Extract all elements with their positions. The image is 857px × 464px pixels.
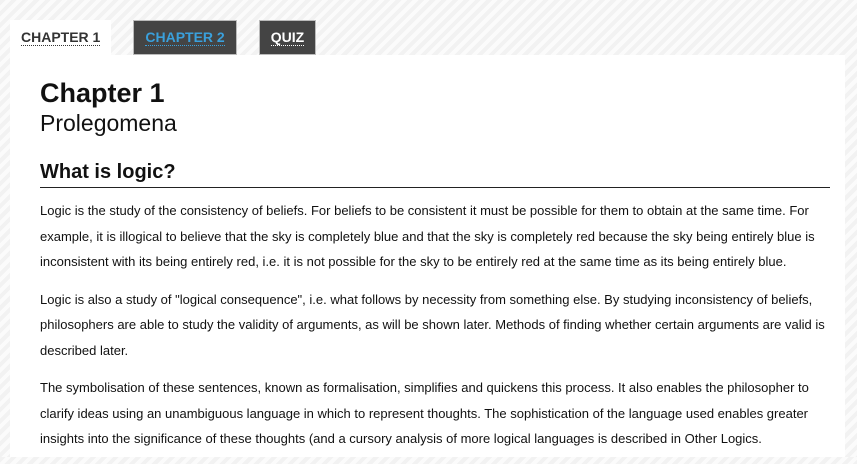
section-heading: What is logic? bbox=[40, 159, 830, 188]
page-subtitle: Prolegomena bbox=[40, 110, 177, 136]
paragraph: Logic is the study of the consistency of beliefs. For beliefs to be consistent it must be possible for them to obtain at the same time. For example, it is illogical to believe that the sky is completely blue and that the sky is completely red because the sky being entirely blue is inconsistent with its being entirely red, i.e. it is not possible for the sky to be entirely red at the same time as its being entirely blue. bbox=[40, 203, 815, 269]
paragraph: Logic is also a study of "logical consequence", i.e. what follows by necessity from something else. By studying inconsistency of beliefs, philosophers are able to study the validity of arguments, as will be shown later. Methods of finding whether certain arguments are valid is described later. bbox=[40, 291, 825, 358]
tab-quiz[interactable] bbox=[259, 20, 316, 55]
content-panel bbox=[10, 55, 845, 457]
tab-chapter-1[interactable] bbox=[10, 20, 111, 55]
tab-bar bbox=[10, 20, 338, 55]
tab-chapter-2[interactable] bbox=[133, 20, 236, 55]
chapter-content bbox=[40, 77, 830, 464]
paragraph: The symbolisation of these sentences, known as formalisation, simplifies and quickens this process. It also enables the philosopher to clarify ideas using an unambiguous language in which to represent thoughts. The sophistication of the language used enables greater insights into the significance of these thoughts (and a cursory analysis of more logical languages is described in Other Logics. bbox=[40, 380, 809, 446]
tab-label: CHAPTER 2 bbox=[145, 29, 225, 45]
tab-label: QUIZ bbox=[270, 29, 305, 45]
page-title: Chapter 1 bbox=[40, 78, 165, 108]
tab-label: CHAPTER 1 bbox=[21, 29, 101, 45]
